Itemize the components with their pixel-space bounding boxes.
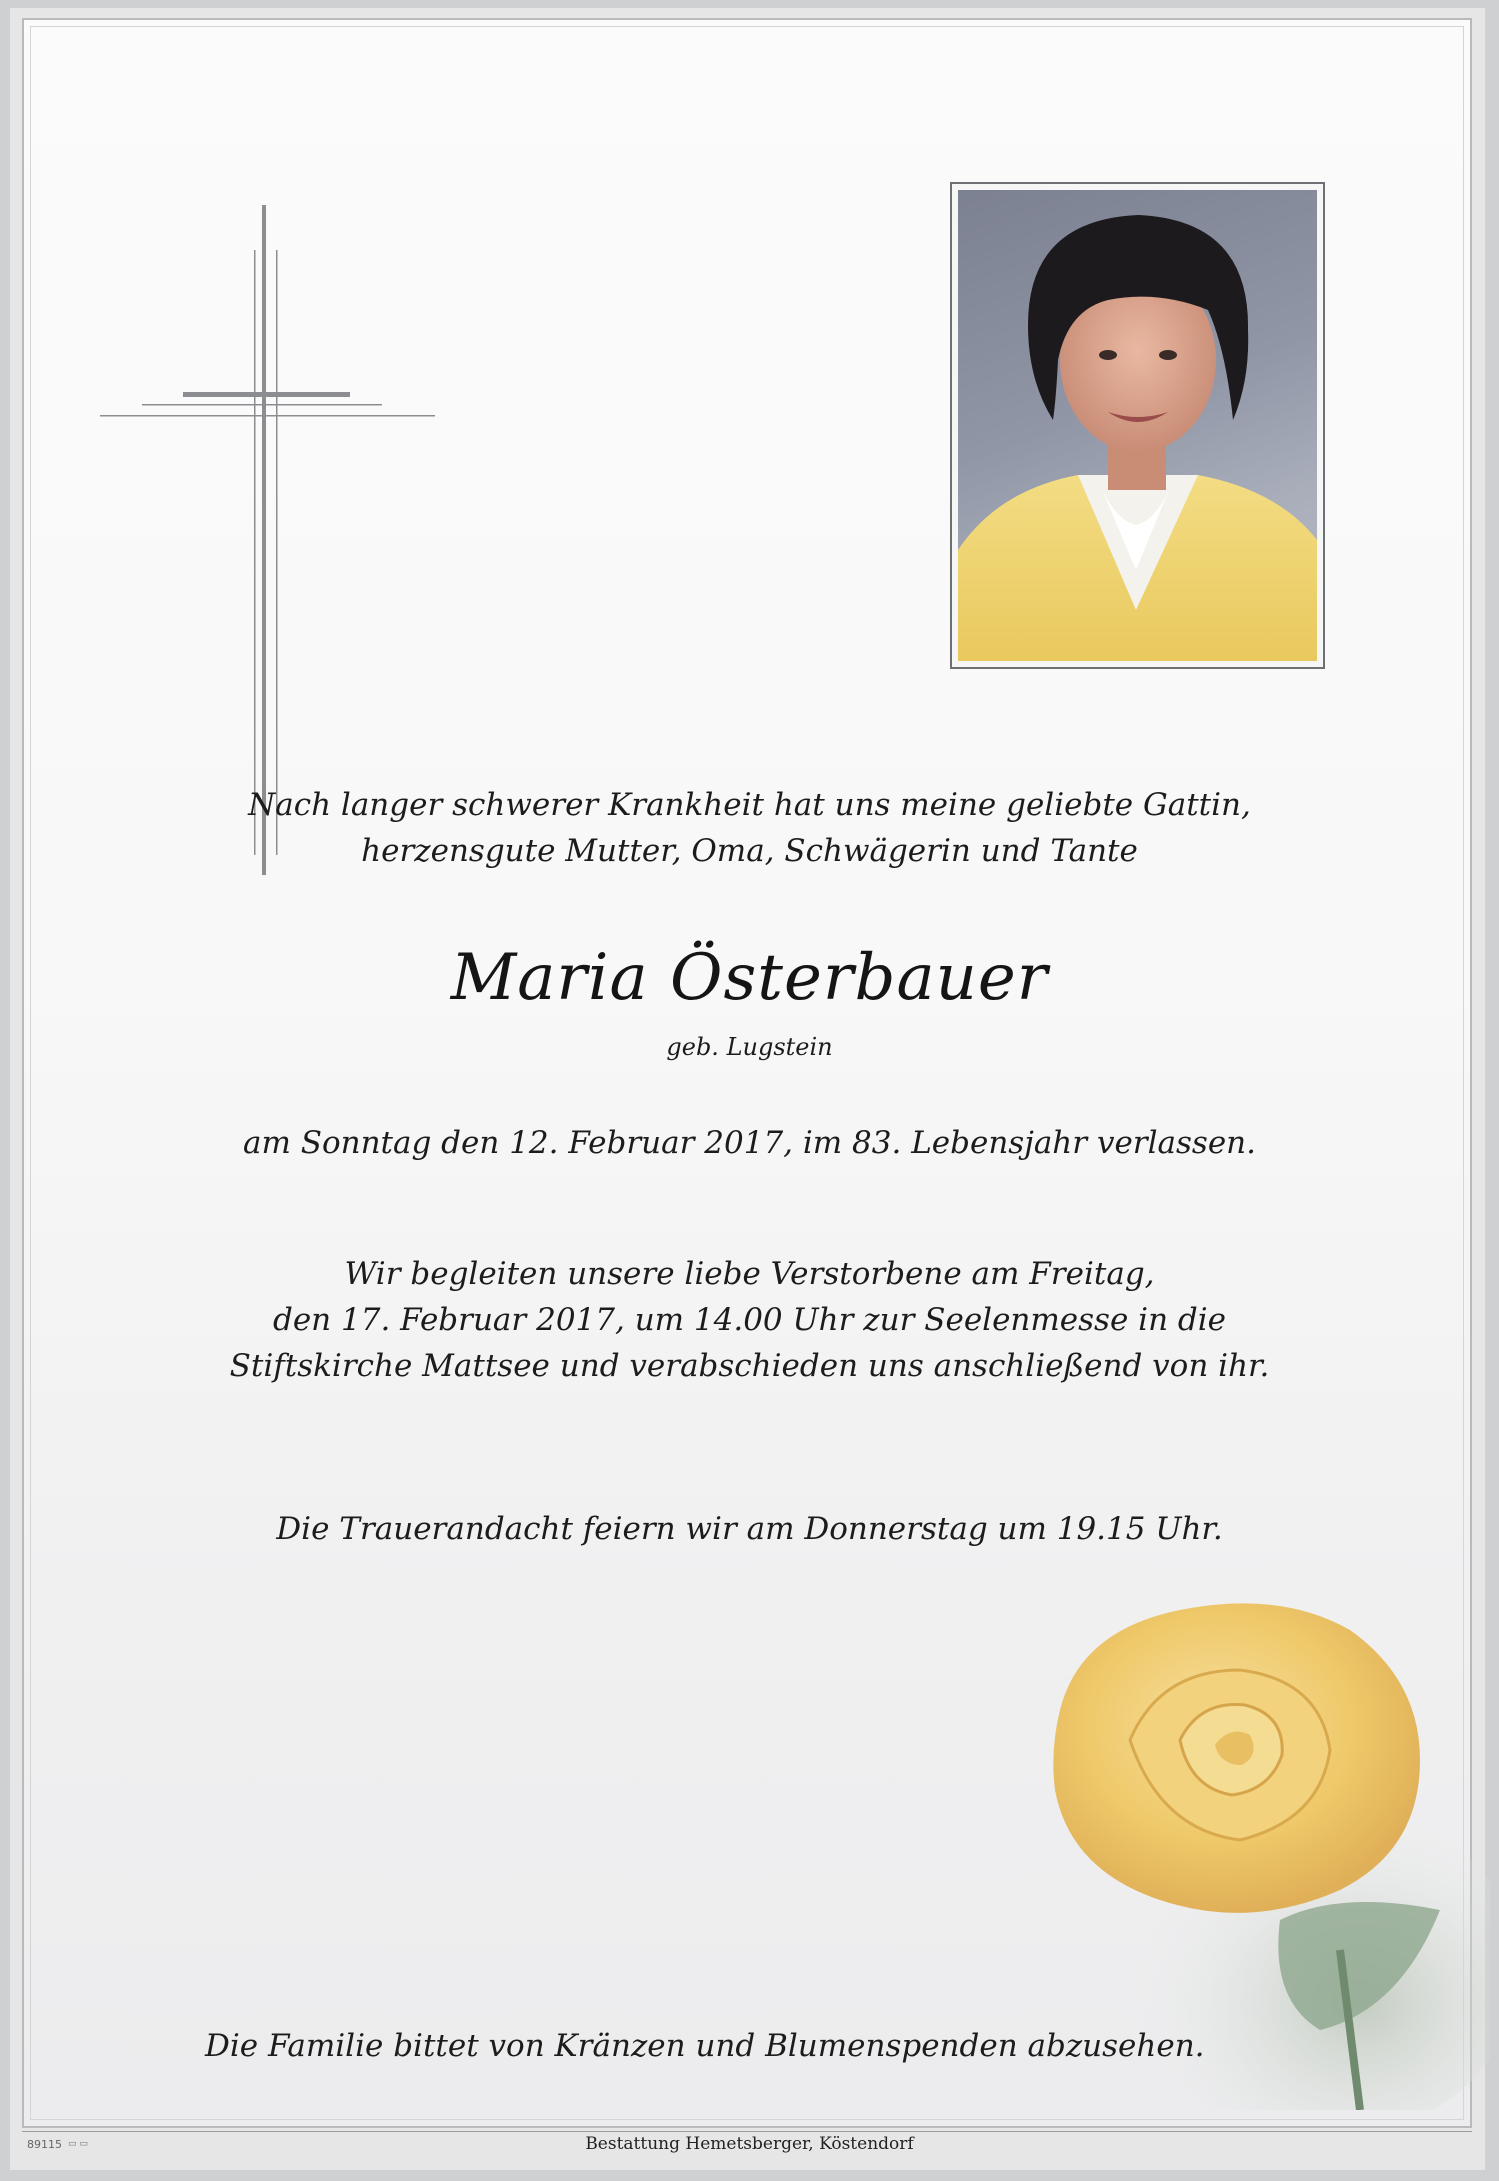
funeral-text: [0, 1251, 1499, 1389]
intro-line: Nach langer schwerer Krankheit hat uns meine geliebte Gattin,: [248, 787, 1251, 823]
funeral-line: Wir begleiten unsere liebe Verstorbene am Freitag,: [344, 1256, 1155, 1292]
printer-logo-icon: ▭ ▭: [68, 2139, 88, 2149]
intro-line: herzensgute Mutter, Oma, Schwägerin und Tante: [361, 833, 1138, 869]
intro-text: [0, 782, 1499, 874]
date-of-death-line: am Sonntag den 12. Februar 2017, im 83. Lebensjahr verlassen.: [242, 1125, 1256, 1161]
portrait-frame: [950, 182, 1325, 669]
funeral-line: Stiftskirche Mattsee und verabschieden uns anschließend von ihr.: [229, 1348, 1270, 1384]
undertaker-name: Bestattung Hemetsberger, Köstendorf: [585, 2134, 914, 2154]
family-request-line: Die Familie bittet von Kränzen und Blumenspenden abzusehen.: [205, 2028, 1205, 2064]
prayer-service-line: Die Trauerandacht feiern wir am Donnerstag um 19.15 Uhr.: [276, 1511, 1223, 1547]
print-code: 89115: [27, 2138, 62, 2151]
cross-icon: [100, 205, 435, 875]
footer-divider: [22, 2131, 1472, 2132]
deceased-name: Maria Österbauer: [450, 941, 1049, 1015]
maiden-name: geb. Lugstein: [666, 1033, 833, 1061]
funeral-line: den 17. Februar 2017, um 14.00 Uhr zur Seelenmesse in die: [272, 1302, 1226, 1338]
portrait-photo: [958, 190, 1317, 661]
